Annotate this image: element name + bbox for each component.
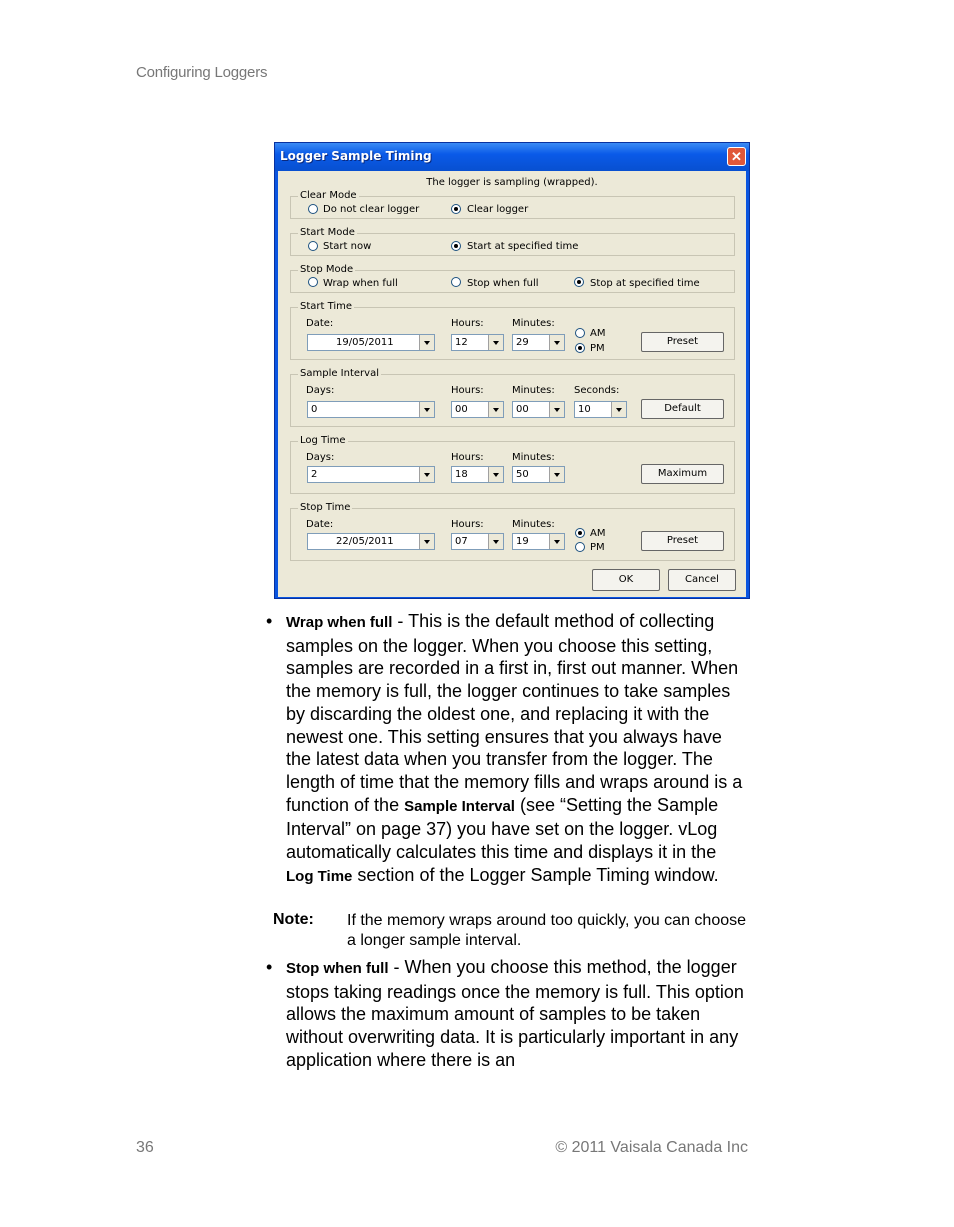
start-date-label: Date: — [306, 318, 334, 329]
chevron-down-icon[interactable] — [488, 467, 503, 482]
term-sample-interval: Sample Interval — [404, 797, 515, 815]
log-hours-label: Hours: — [451, 452, 484, 463]
chevron-down-icon[interactable] — [419, 402, 434, 417]
start-mode-label: Start Mode — [300, 227, 355, 238]
interval-minutes-label: Minutes: — [512, 385, 555, 396]
stop-pm-label: PM — [590, 542, 605, 553]
cancel-button[interactable]: Cancel — [668, 569, 736, 591]
stop-when-full-label: Stop when full — [467, 278, 539, 289]
interval-hours-label: Hours: — [451, 385, 484, 396]
interval-days-dropdown[interactable] — [307, 401, 435, 418]
bullet-marker: • — [266, 611, 273, 631]
start-specified-label: Start at specified time — [467, 241, 579, 252]
term-log-time: Log Time — [286, 867, 353, 885]
stop-specified-label: Stop at specified time — [590, 278, 700, 289]
interval-seconds-label: Seconds: — [574, 385, 620, 396]
chevron-down-icon[interactable] — [419, 335, 434, 350]
stop-hours-label: Hours: — [451, 519, 484, 530]
stop-when-full-radio[interactable] — [451, 277, 461, 287]
sample-interval-label: Sample Interval — [300, 368, 379, 379]
start-time-group — [290, 301, 735, 360]
running-head: Configuring Loggers — [136, 64, 268, 81]
log-hours-value: 18 — [455, 469, 468, 480]
stop-preset-button[interactable]: Preset — [641, 531, 724, 551]
maximum-button[interactable]: Maximum — [641, 464, 724, 484]
log-minutes-value: 50 — [516, 469, 529, 480]
start-time-label: Start Time — [300, 301, 353, 312]
page-number: 36 — [136, 1139, 154, 1156]
stop-am-label: AM — [590, 528, 606, 539]
dialog-client-area — [278, 171, 746, 597]
log-hours-dropdown[interactable] — [451, 466, 504, 483]
start-hours-value: 12 — [455, 337, 468, 348]
log-minutes-dropdown[interactable] — [512, 466, 565, 483]
log-days-label: Days: — [306, 452, 335, 463]
chevron-down-icon[interactable] — [488, 534, 503, 549]
stop-hours-dropdown[interactable] — [451, 533, 504, 550]
clear-logger-label: Clear logger — [467, 204, 529, 215]
start-pm-radio[interactable] — [575, 343, 585, 353]
chevron-down-icon[interactable] — [611, 402, 626, 417]
start-am-label: AM — [590, 328, 606, 339]
clear-mode-label: Clear Mode — [300, 190, 357, 201]
close-icon[interactable]: ✕ — [727, 147, 746, 166]
logger-sample-timing-dialog — [274, 142, 750, 599]
start-minutes-label: Minutes: — [512, 318, 555, 329]
start-mode-group — [290, 227, 735, 256]
paragraph-text: section of the Logger Sample Timing window. — [352, 864, 719, 885]
copyright: © 2011 Vaisala Canada Inc — [555, 1139, 748, 1156]
default-button[interactable]: Default — [641, 399, 724, 419]
stop-hours-value: 07 — [455, 536, 468, 547]
chevron-down-icon[interactable] — [488, 335, 503, 350]
sampling-status: The logger is sampling (wrapped). — [426, 177, 598, 188]
start-date-value: 19/05/2011 — [336, 337, 394, 348]
term-stop-when-full: Stop when full — [286, 960, 389, 977]
stop-date-value: 22/05/2011 — [336, 536, 394, 547]
start-minutes-value: 29 — [516, 337, 529, 348]
dialog-title: Logger Sample Timing — [280, 149, 432, 163]
start-date-dropdown[interactable] — [307, 334, 435, 351]
interval-minutes-dropdown[interactable] — [512, 401, 565, 418]
log-days-dropdown[interactable] — [307, 466, 435, 483]
note-text: If the memory wraps around too quickly, you can choose a longer sample interval. — [347, 912, 747, 949]
do-not-clear-radio[interactable] — [308, 204, 318, 214]
note-label: Note: — [273, 911, 314, 928]
log-time-group — [290, 435, 735, 494]
dialog-titlebar[interactable] — [275, 143, 749, 171]
chevron-down-icon[interactable] — [419, 467, 434, 482]
stop-minutes-label: Minutes: — [512, 519, 555, 530]
interval-seconds-dropdown[interactable] — [574, 401, 627, 418]
chevron-down-icon[interactable] — [549, 534, 564, 549]
wrap-when-full-label: Wrap when full — [323, 278, 398, 289]
start-preset-button[interactable]: Preset — [641, 332, 724, 352]
start-specified-radio[interactable] — [451, 241, 461, 251]
start-minutes-dropdown[interactable] — [512, 334, 565, 351]
log-days-value: 2 — [311, 469, 318, 480]
interval-days-label: Days: — [306, 385, 335, 396]
stop-pm-radio[interactable] — [575, 542, 585, 552]
bullet-marker: • — [266, 957, 273, 977]
paragraph-text: - When you choose this method, the logger stops taking readings once the memory is full. This option allows the maximum amount of samples to be taken without overwriting data. It is particularly important in any application where there is an — [286, 957, 744, 1070]
interval-hours-value: 00 — [455, 404, 468, 415]
log-time-label: Log Time — [300, 435, 346, 446]
paragraph-text: - This is the default method of collecting samples on the logger. When you choose this setting, samples are recorded in a first in, first out manner. When the memory is full, the logger continues to take samples by discarding the oldest one, and replacing it with the newest one. This setting ensures that you always have the latest data when you transfer from the logger. The length of time that the memory fills and wraps around is a function of the — [286, 611, 743, 815]
start-now-label: Start now — [323, 241, 372, 252]
start-now-radio[interactable] — [308, 241, 318, 251]
start-pm-label: PM — [590, 343, 605, 354]
interval-hours-dropdown[interactable] — [451, 401, 504, 418]
term-wrap-when-full: Wrap when full — [286, 614, 393, 631]
stop-time-group — [290, 502, 735, 561]
stop-minutes-dropdown[interactable] — [512, 533, 565, 550]
paragraph-text: (see “Setting the Sample Interval” on page 37) you have set on the logger. vLog automatically calculates this time and displays it in the — [286, 794, 719, 863]
stop-when-full-paragraph — [286, 956, 748, 1072]
stop-date-dropdown[interactable] — [307, 533, 435, 550]
interval-minutes-value: 00 — [516, 404, 529, 415]
start-am-radio[interactable] — [575, 328, 585, 338]
chevron-down-icon[interactable] — [549, 335, 564, 350]
start-hours-dropdown[interactable] — [451, 334, 504, 351]
do-not-clear-label: Do not clear logger — [323, 204, 420, 215]
stop-minutes-value: 19 — [516, 536, 529, 547]
sample-interval-group — [290, 368, 735, 427]
chevron-down-icon[interactable] — [419, 534, 434, 549]
start-hours-label: Hours: — [451, 318, 484, 329]
stop-mode-group — [290, 264, 735, 293]
log-minutes-label: Minutes: — [512, 452, 555, 463]
stop-am-radio[interactable] — [575, 528, 585, 538]
wrap-when-full-paragraph — [286, 610, 748, 888]
stop-specified-radio[interactable] — [574, 277, 584, 287]
clear-mode-group — [290, 190, 735, 219]
stop-mode-label: Stop Mode — [300, 264, 354, 275]
stop-time-label: Stop Time — [300, 502, 351, 513]
wrap-when-full-radio[interactable] — [308, 277, 318, 287]
stop-date-label: Date: — [306, 519, 334, 530]
chevron-down-icon[interactable] — [488, 402, 503, 417]
interval-days-value: 0 — [311, 404, 318, 415]
chevron-down-icon[interactable] — [549, 467, 564, 482]
chevron-down-icon[interactable] — [549, 402, 564, 417]
interval-seconds-value: 10 — [578, 404, 591, 415]
clear-logger-radio[interactable] — [451, 204, 461, 214]
ok-button[interactable]: OK — [592, 569, 660, 591]
